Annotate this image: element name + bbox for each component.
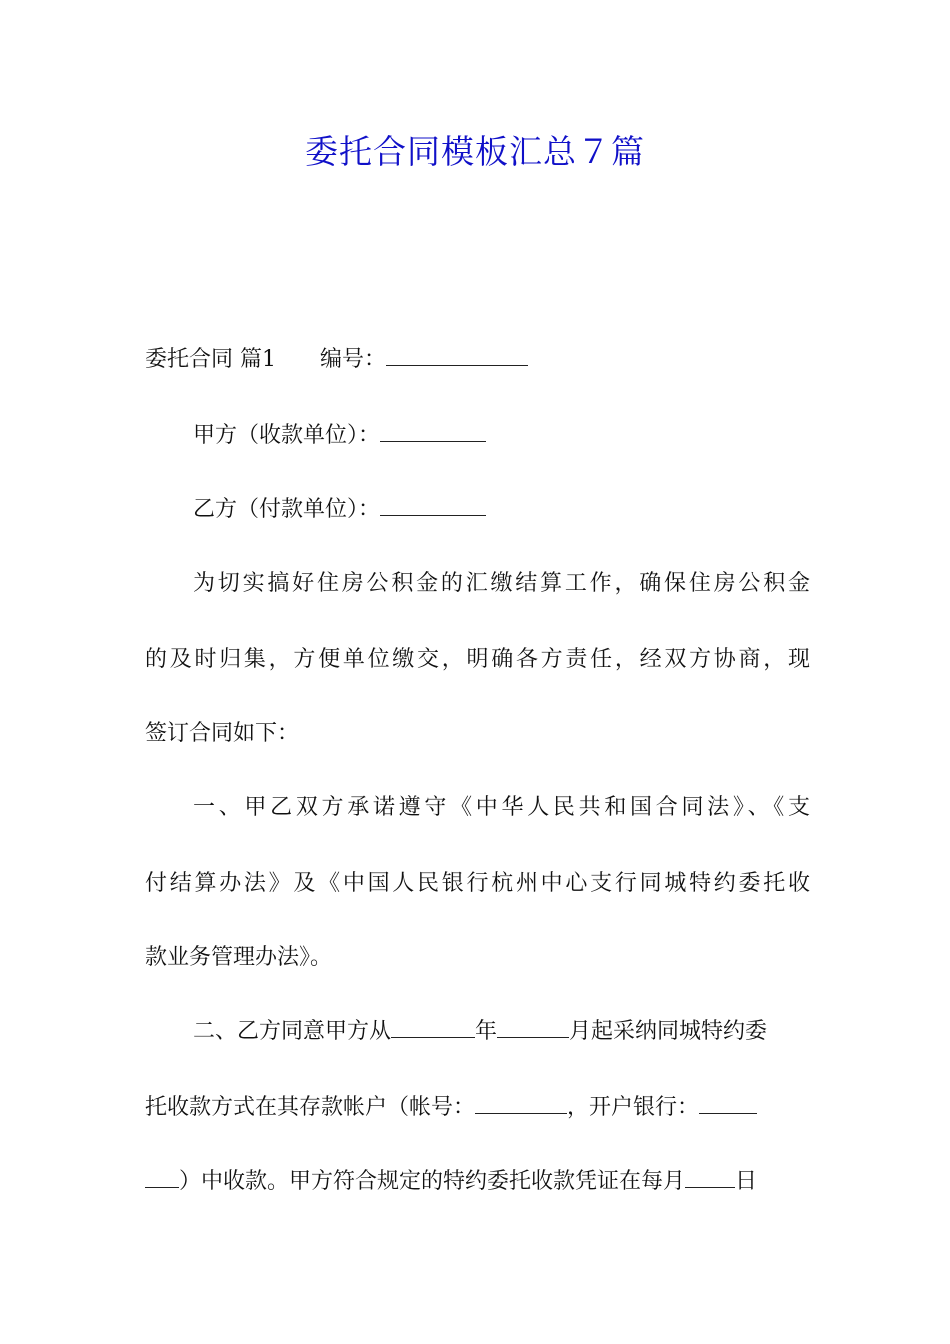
clause2-text-e: ，开户银行： [567, 1095, 700, 1120]
party-b-blank[interactable] [380, 493, 486, 516]
clause2-line-2 [145, 1090, 810, 1126]
clause1-line-3: 款业务管理办法》。 [145, 945, 333, 970]
section-heading: 委托合同 篇1 [145, 347, 276, 372]
intro-line-3: 签订合同如下： [145, 721, 300, 746]
bank-blank-continued[interactable] [145, 1165, 179, 1188]
day-blank[interactable] [685, 1165, 735, 1188]
clause2-line-3 [145, 1164, 810, 1200]
intro-line-1: 为切实搞好住房公积金的汇缴结算工作，确保住房公积金 [193, 571, 810, 596]
month-blank[interactable] [497, 1015, 569, 1038]
bank-blank[interactable] [699, 1091, 757, 1114]
clause2-text-a: 二、乙方同意甲方从 [193, 1019, 392, 1044]
clause2-text-g: 日 [735, 1169, 758, 1194]
heading-line [145, 342, 810, 378]
clause1-line-2: 付结算办法》及《中国人民银行杭州中心支行同城特约委托收 [145, 871, 810, 896]
number-label: 编号： [320, 347, 387, 372]
account-number-blank[interactable] [475, 1091, 567, 1114]
party-a-blank[interactable] [380, 419, 486, 442]
number-blank[interactable] [386, 343, 528, 366]
document-title: 委托合同模板汇总７篇 [305, 132, 645, 171]
clause2-text-c: 月起采纳同城特约委 [569, 1019, 768, 1044]
clause2-text-d: 托收款方式在其存款帐户（帐号： [145, 1095, 476, 1120]
clause2-line-1 [193, 1014, 810, 1050]
party-b-label: 乙方（付款单位）： [193, 497, 381, 522]
party-b-line [193, 492, 810, 528]
party-a-label: 甲方（收款单位）： [193, 423, 381, 448]
intro-line-2: 的及时归集，方便单位缴交，明确各方责任，经双方协商，现 [145, 647, 810, 672]
clause1-line-1: 一、甲乙双方承诺遵守《中华人民共和国合同法》、《支 [193, 795, 810, 820]
year-blank[interactable] [391, 1015, 475, 1038]
clause2-text-b: 年 [475, 1019, 498, 1044]
party-a-line [193, 418, 810, 454]
clause2-text-f: ）中收款。甲方符合规定的特约委托收款凭证在每月 [179, 1169, 686, 1194]
